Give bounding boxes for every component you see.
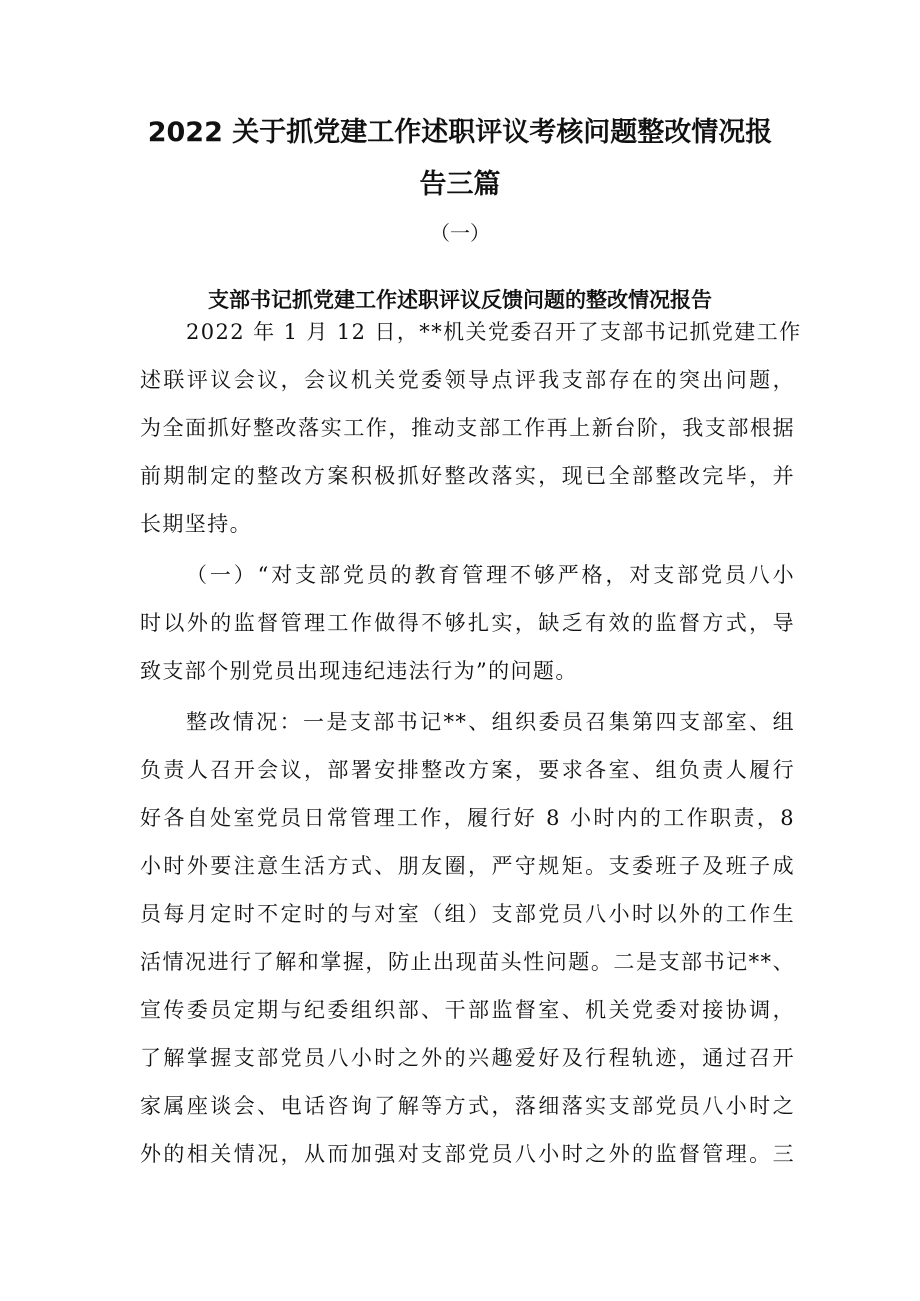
text-line: 好各自处室党员日常管理工作，履行好 8 小时内的工作职责，8: [140, 806, 795, 830]
text-line: 宣传委员定期与纪委组织部、干部监督室、机关党委对接协调，: [140, 998, 795, 1022]
text-line: 家属座谈会、电话咨询了解等方式，落细落实支部党员八小时之: [140, 1094, 795, 1118]
text-line: 长期坚持。: [140, 512, 252, 536]
text-line: 述联评议会议，会议机关党委领导点评我支部存在的突出问题，: [140, 368, 795, 392]
text-line: 活情况进行了解和掌握，防止出现苗头性问题。二是支部书记**、: [140, 950, 795, 974]
text-line: 小时外要注意生活方式、朋友圈，严守规矩。支委班子及班子成: [140, 854, 795, 878]
text-line: 整改情况：一是支部书记**、组织委员召集第四支部室、组: [186, 710, 795, 734]
text-line: （一）“对支部党员的教育管理不够严格，对支部党员八小: [186, 563, 795, 587]
text-line: 为全面抓好整改落实工作，推动支部工作再上新台阶，我支部根据: [140, 416, 795, 440]
text-line: 外的相关情况，从而加强对支部党员八小时之外的监督管理。三: [140, 1142, 795, 1166]
document-title-line-2: 告三篇: [419, 169, 501, 200]
text-line: 负责人召开会议，部署安排整改方案，要求各室、组负责人履行: [140, 758, 795, 782]
text-line: 员每月定时不定时的与对室（组）支部党员八小时以外的工作生: [140, 902, 795, 926]
text-line: 2022 年 1 月 12 日，**机关党委召开了支部书记抓党建工作: [186, 320, 802, 344]
section-marker: （一）: [430, 221, 490, 245]
text-line: 前期制定的整改方案积极抓好整改落实，现已全部整改完毕，并: [140, 464, 795, 488]
text-line: 时以外的监督管理工作做得不够扎实，缺乏有效的监督方式，导: [140, 611, 795, 635]
text-line: 了解掌握支部党员八小时之外的兴趣爱好及行程轨迹，通过召开: [140, 1046, 795, 1070]
text-line: 致支部个别党员出现违纪违法行为”的问题。: [140, 659, 578, 683]
report-subtitle: 支部书记抓党建工作述职评议反馈问题的整改情况报告: [208, 288, 712, 313]
document-title-line-1: 2022 关于抓党建工作述职评议考核问题整改情况报: [147, 117, 773, 148]
